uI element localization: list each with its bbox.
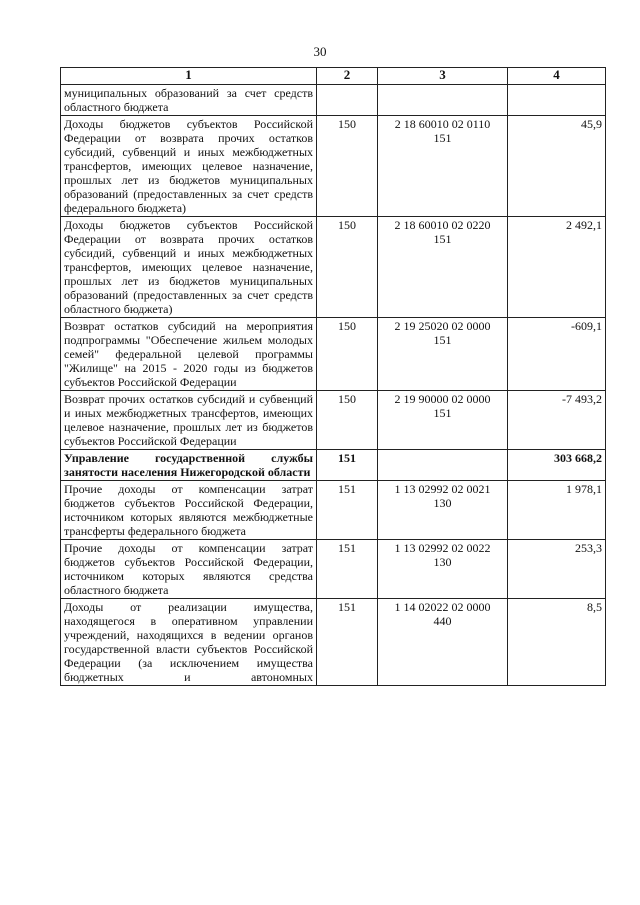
row-description: Прочие доходы от компенсации затрат бюджетов субъектов Российской Федерации, источником которых являются средства областного бюджета bbox=[61, 540, 317, 599]
table-row bbox=[61, 391, 606, 450]
row-amount: 45,9 bbox=[508, 116, 606, 217]
row-admin-code: 151 bbox=[317, 450, 378, 481]
row-budget-code bbox=[378, 318, 508, 391]
budget-code-suffix: 130 bbox=[433, 555, 452, 569]
budget-code-main: 2 19 25020 02 0000 bbox=[394, 319, 491, 333]
row-description: Возврат остатков субсидий на мероприятия подпрограммы "Обеспечение жильем молодых семей" федеральной целевой программы "Жилище" на 2015 - 2020 годы из бюджетов субъектов Российской Федерации bbox=[61, 318, 317, 391]
row-budget-code bbox=[378, 217, 508, 318]
budget-code-suffix: 130 bbox=[433, 496, 452, 510]
row-description: Доходы от реализации имущества, находящегося в оперативном управлении учреждений, находящихся в ведении органов государственной власти субъектов Российской Федерации (за исключением имущества бюджетных и автономных bbox=[61, 599, 317, 686]
row-amount bbox=[508, 85, 606, 116]
budget-code-main: 1 14 02022 02 0000 bbox=[394, 600, 491, 614]
budget-code-main: 2 19 90000 02 0000 bbox=[394, 392, 491, 406]
row-budget-code bbox=[378, 540, 508, 599]
row-admin-code: 150 bbox=[317, 217, 378, 318]
table-row bbox=[61, 318, 606, 391]
row-amount: 1 978,1 bbox=[508, 481, 606, 540]
row-admin-code: 150 bbox=[317, 391, 378, 450]
table-row bbox=[61, 116, 606, 217]
row-budget-code bbox=[378, 481, 508, 540]
budget-code-suffix: 151 bbox=[433, 232, 452, 246]
table-row bbox=[61, 540, 606, 599]
row-description: Прочие доходы от компенсации затрат бюджетов субъектов Российской Федерации, источником которых являются межбюджетные трансферты федерального бюджета bbox=[61, 481, 317, 540]
budget-code-suffix: 440 bbox=[433, 614, 452, 628]
budget-code-main: 2 18 60010 02 0110 bbox=[394, 117, 491, 131]
row-budget-code bbox=[378, 450, 508, 481]
row-budget-code bbox=[378, 599, 508, 686]
budget-code-suffix: 151 bbox=[433, 131, 452, 145]
budget-code-main: 2 18 60010 02 0220 bbox=[394, 218, 491, 232]
row-description: муниципальных образований за счет средств областного бюджета bbox=[61, 85, 317, 116]
table-row bbox=[61, 217, 606, 318]
row-budget-code bbox=[378, 85, 508, 116]
table-header-row bbox=[61, 68, 606, 85]
table-row bbox=[61, 599, 606, 686]
row-admin-code: 150 bbox=[317, 116, 378, 217]
row-amount: 8,5 bbox=[508, 599, 606, 686]
budget-code-main: 1 13 02992 02 0021 bbox=[394, 482, 491, 496]
table-row bbox=[61, 481, 606, 540]
row-admin-code bbox=[317, 85, 378, 116]
row-admin-code: 150 bbox=[317, 318, 378, 391]
row-admin-code: 151 bbox=[317, 481, 378, 540]
header-col-2: 2 bbox=[317, 68, 378, 85]
row-admin-code: 151 bbox=[317, 599, 378, 686]
page-number: 30 bbox=[313, 44, 327, 59]
row-amount: -609,1 bbox=[508, 318, 606, 391]
department-title: Управление государственной службы занятости населения Нижегородской области bbox=[61, 450, 317, 481]
budget-code-suffix: 151 bbox=[433, 333, 452, 347]
row-description: Возврат прочих остатков субсидий и субвенций и иных межбюджетных трансфертов, имеющих целевое назначение, прошлых лет из бюджетов субъектов Российской Федерации bbox=[61, 391, 317, 450]
row-description: Доходы бюджетов субъектов Российской Федерации от возврата прочих остатков субсидий, субвенций и иных межбюджетных трансфертов, имеющих целевое назначение, прошлых лет из бюджетов муниципальных образований (предоставленных за счет средств областного бюджета) bbox=[61, 217, 317, 318]
row-amount: -7 493,2 bbox=[508, 391, 606, 450]
row-admin-code: 151 bbox=[317, 540, 378, 599]
budget-revenue-table bbox=[60, 67, 606, 686]
department-total-amount: 303 668,2 bbox=[508, 450, 606, 481]
header-col-4: 4 bbox=[508, 68, 606, 85]
row-description: Доходы бюджетов субъектов Российской Федерации от возврата прочих остатков субсидий, субвенций и иных межбюджетных трансфертов, имеющих целевое назначение, прошлых лет из бюджетов муниципальных образований (предоставленных за счет средств федерального бюджета) bbox=[61, 116, 317, 217]
header-col-1: 1 bbox=[61, 68, 317, 85]
row-budget-code bbox=[378, 391, 508, 450]
budget-code-main: 1 13 02992 02 0022 bbox=[394, 541, 491, 555]
budget-code-suffix: 151 bbox=[433, 406, 452, 420]
row-amount: 2 492,1 bbox=[508, 217, 606, 318]
row-budget-code bbox=[378, 116, 508, 217]
table-row bbox=[61, 85, 606, 116]
header-col-3: 3 bbox=[378, 68, 508, 85]
table-row-department bbox=[61, 450, 606, 481]
row-amount: 253,3 bbox=[508, 540, 606, 599]
